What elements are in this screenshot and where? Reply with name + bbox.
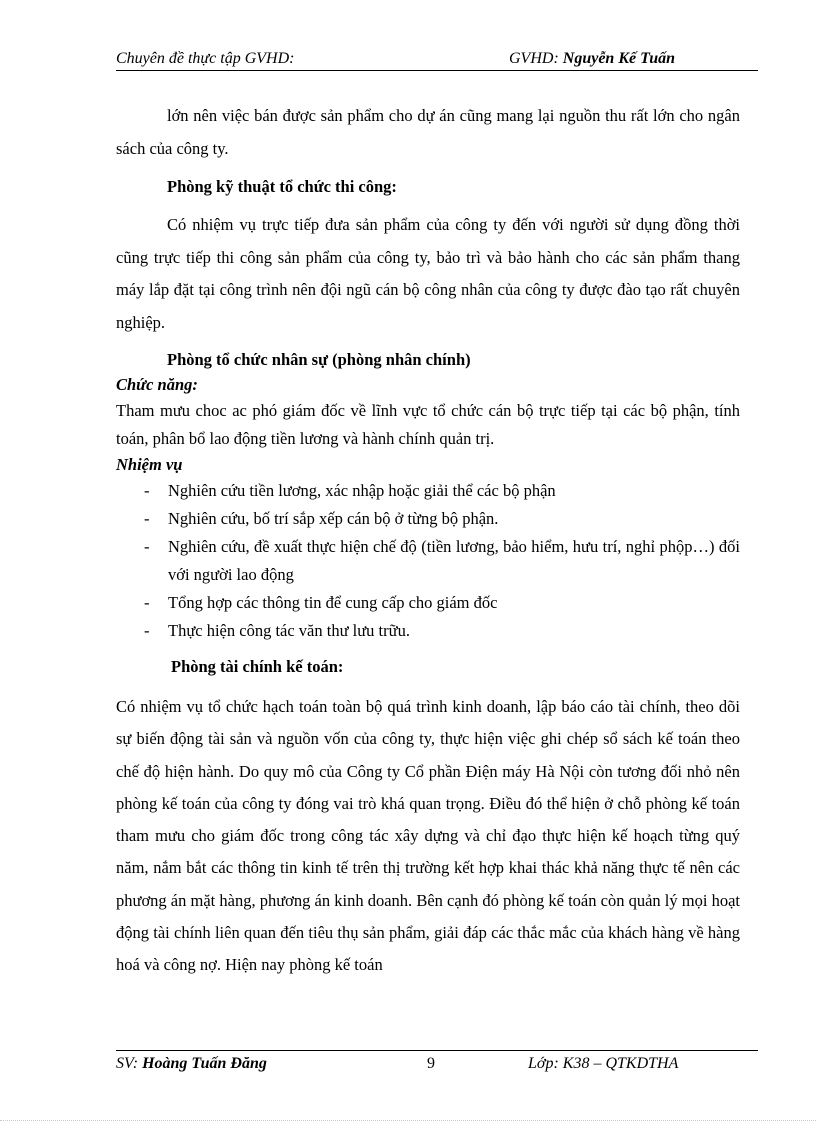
list-item: - Nghiên cứu tiền lương, xác nhập hoặc giải thể các bộ phận (144, 481, 556, 500)
paragraph-technical-department: Có nhiệm vụ trực tiếp đưa sản phẩm của công ty đến với người sử dụng đồng thời cũng trực tiếp thi công sản phẩm của công ty, bảo trì và bảo hành cho các sản phẩm thang máy lắp đặt tại công trình nên đội ngũ cán bộ công nhân của công ty được đào tạo rất chuyên nghiệp. (116, 215, 740, 332)
page-footer (116, 1050, 758, 1077)
paragraph-intro: lớn nên việc bán được sản phẩm cho dự án cũng mang lại nguồn thu rất lớn cho ngân sách của công ty. (116, 106, 740, 158)
duties-list (116, 477, 740, 645)
heading-hr-department: Phòng tổ chức nhân sự (phòng nhân chính) (167, 350, 471, 369)
list-item: - Nghiên cứu, bố trí sắp xếp cán bộ ở từng bộ phận. (144, 509, 499, 528)
footer-student-name: Hoàng Tuấn Đăng (142, 1055, 267, 1072)
footer-class: Lớp: K38 – QTKDTHA (528, 1055, 679, 1072)
heading-technical-department: Phòng kỹ thuật tổ chức thi công: (167, 177, 397, 196)
paragraph-hr-function: Tham mưu choc ac phó giám đốc về lĩnh vực tổ chức cán bộ trực tiếp tại các bộ phận, tính toán, phân bổ lao động tiền lương và hành chính quản trị. (116, 401, 740, 448)
list-item: - Thực hiện công tác văn thư lưu trữu. (144, 621, 410, 640)
document-body (116, 100, 740, 982)
page-number: 9 (427, 1055, 435, 1072)
list-item: - Nghiên cứu, đề xuất thực hiện chế độ (tiền lương, bảo hiểm, hưu trí, nghỉ phộp…) đối với người lao động (144, 537, 740, 584)
header-supervisor-name: Nguyễn Kế Tuấn (562, 50, 676, 67)
header-supervisor (509, 50, 675, 68)
subheading-function: Chức năng: (116, 375, 198, 394)
header-course-title: Chuyên đề thực tập GVHD: (116, 50, 295, 67)
heading-finance-department: Phòng tài chính kế toán: (171, 657, 344, 676)
list-item: - Tổng hợp các thông tin để cung cấp cho giám đốc (144, 593, 498, 612)
page-break-divider (0, 1120, 816, 1121)
paragraph-finance-department: Có nhiệm vụ tổ chức hạch toán toàn bộ quá trình kinh doanh, lập báo cáo tài chính, theo dõi sự biến động tài sản và nguồn vốn của công ty, thực hiện việc ghi chép sổ sách kế toán theo chế độ hiện hành. Do quy mô của Công ty Cổ phần Điện máy Hà Nội còn tương đối nhỏ nên phòng kế toán của công ty đóng vai trò khá quan trọng. Điều đó thể hiện ở chỗ phòng kế toán tham mưu cho giám đốc trong công tác xây dựng và chỉ đạo thực hiện kế hoạch từng quý năm, nắm bắt các thông tin kinh tế trên thị trường kết hợp khai thác khả năng thực tế nên các phương án mặt hàng, phương án kinh doanh. Bên cạnh đó phòng kế toán còn quản lý mọi hoạt động tài chính liên quan đến tiêu thụ sản phẩm, giải đáp các thắc mắc của khách hàng về hàng hoá và công nợ. Hiện nay phòng kế toán (116, 697, 740, 975)
header-supervisor-label: GVHD: (509, 50, 559, 67)
footer-student-label: SV: (116, 1055, 139, 1072)
footer-student (116, 1055, 267, 1073)
page-header (116, 48, 758, 71)
subheading-duties: Nhiệm vụ (116, 455, 183, 474)
